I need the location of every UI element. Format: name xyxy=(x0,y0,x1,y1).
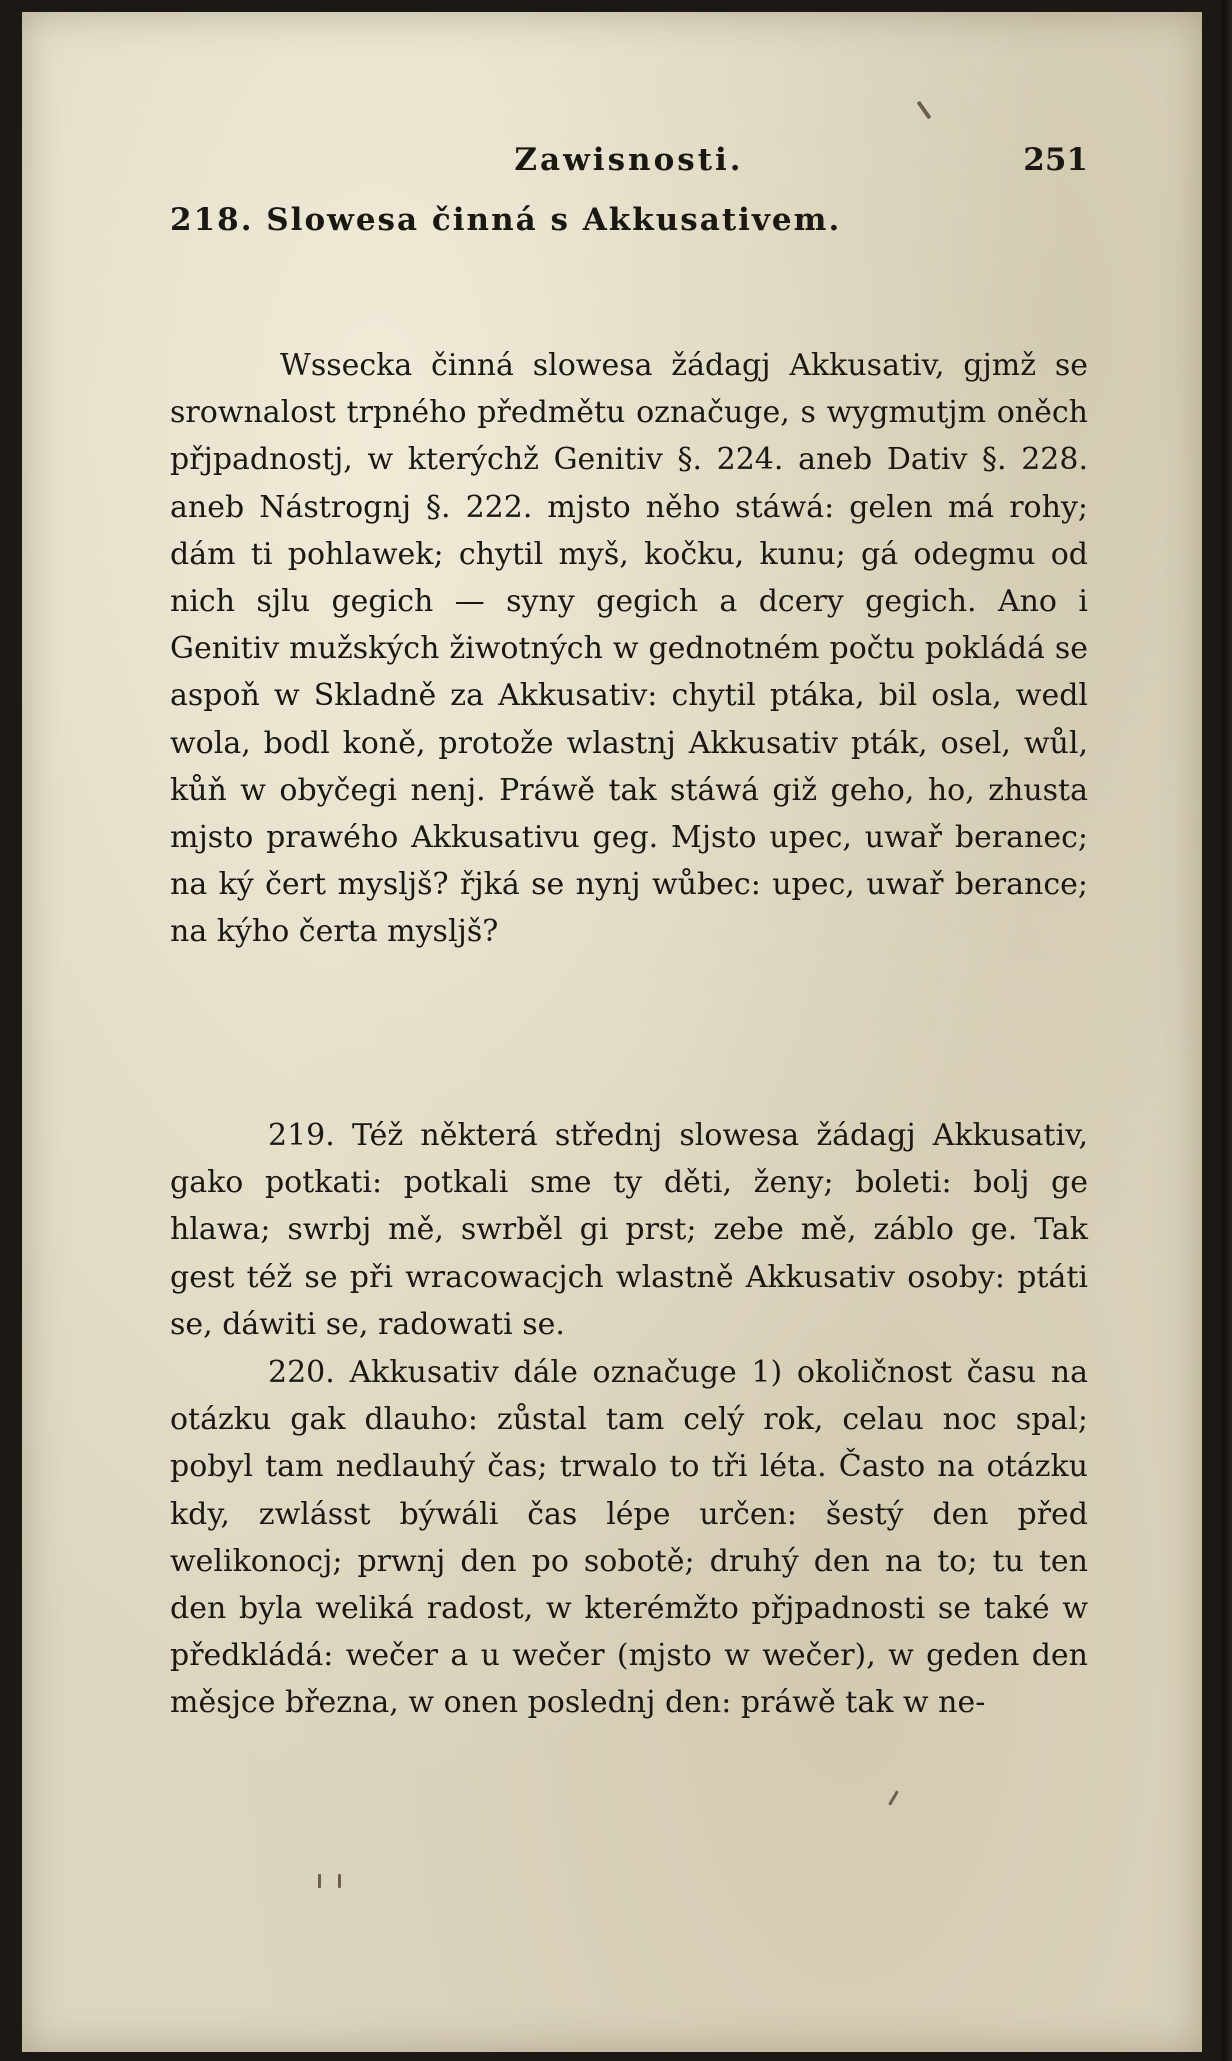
ink-speck xyxy=(888,1790,899,1805)
ink-speck xyxy=(917,101,932,120)
section-heading: 218. Slowesa činná s Akkusativem. xyxy=(170,202,842,238)
paragraph-220: 220. Akkusativ dále označuge 1) okolіčnost času na otázku gak dlauho: zůstal tam celý rok, celau noc spal; pobyl tam nedlauhý čas; trwalo to tři léta. Často na otázku kdy, zwlásst býwáli čas lépe určen: šestý den před welikonocj; prwnj den po sobotě; druhý den na to; tu ten den byla weliká radost, w kterémžto přjpadnosti se také w předkládá: wečer a u wečer (mjsto w wečer), w geden den měsjce března, w onen poslednj den: práwě tak w ne- xyxy=(170,1355,1088,1721)
paragraph-218: Wssecka činná slowesa žádagj Akkusativ, gjmž se srownalost trpného předmětu označuge, s wygmutjm oněch přjpadnostj, w kterýchž Genitiv §. 224. aneb Dativ §. 228. aneb Nástrognj §. 222. mjsto něho stáwá: gelen má rohy; dám ti pohlawek; chytil myš, kočku, kunu; gá odegmu od nich sjlu gegich — syny gegich a dcery gegich. Ano i Genitiv mužských žiwotných w gednotném počtu pokládá se aspoň w Skladně za Akkusativ: chytil ptáka, bil osla, wedl wola, bodl koně, protože wlastnj Akkusativ pták, osel, wůl, kůň w obyčegi nenj. Práwě tak stáwá giž geho, ho, zhusta mjsto prawého Akkusativu geg. Mjsto upec, uwař beranec; na ký čert mysljš? řjká se nynj wůbec: upec, uwař berance; na kýho čerta myslјš? xyxy=(170,348,1088,950)
running-head xyxy=(170,142,1088,186)
running-title: Zawisnosti. xyxy=(514,142,744,178)
page-edge xyxy=(1222,0,1232,2061)
ink-speck xyxy=(318,1874,321,1888)
page-number: 251 xyxy=(1023,142,1088,178)
ink-speck xyxy=(338,1874,341,1888)
paragraph-219: 219. Též některá střednj slowesa žádagj Akkusativ, gako potkati: potkali sme ty děti, ženy; boleti: bolj ge hlawa; swrbj mě, swrběl gi prst; zebe mě, záblo ge. Tak gest též se při wracowacjch wlastně Akkusativ osoby: ptáti se, dáwiti se, radowati se. xyxy=(170,1118,1088,1342)
book-page xyxy=(22,12,1202,2052)
